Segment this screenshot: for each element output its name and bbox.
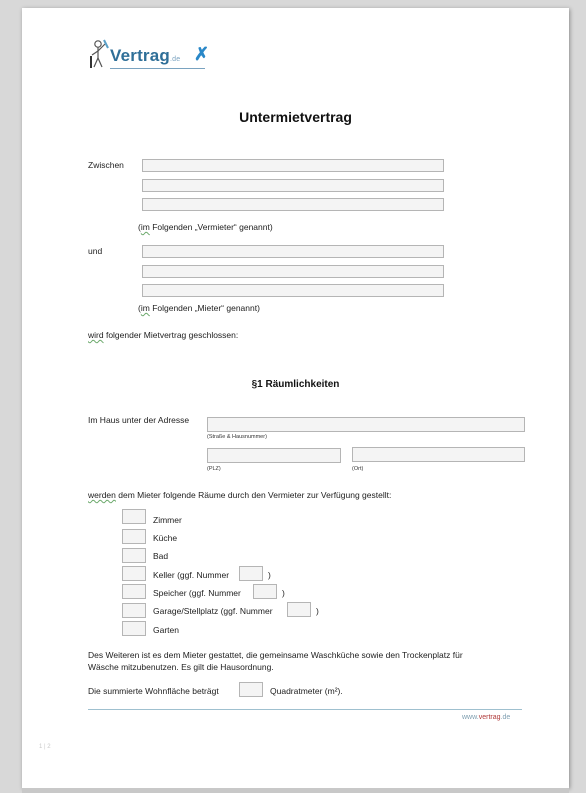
writer-figure-icon [88, 38, 110, 70]
contract-intro: wird folgender Mietvertrag geschlossen: [88, 330, 239, 340]
room-checkbox-bad[interactable] [122, 548, 146, 563]
ort-caption: (Ort) [352, 466, 364, 472]
area-label: Die summierte Wohnfläche beträgt [88, 686, 219, 696]
room-checkbox-speicher[interactable] [122, 584, 146, 599]
document-title: Untermietvertrag [239, 109, 352, 125]
logo-name: Vertrag [110, 46, 170, 65]
vermieter-field-2[interactable] [142, 179, 444, 192]
mieter-field-3[interactable] [142, 284, 444, 297]
document-page [22, 8, 569, 788]
vermieter-note: (im Folgenden „Vermieter“ genannt) [138, 222, 273, 232]
pen-x-icon: ✗ [194, 44, 210, 64]
footer-divider [88, 709, 522, 710]
page-number: 1 | 2 [39, 744, 51, 750]
room-checkbox-kueche[interactable] [122, 529, 146, 544]
speicher-close-paren: ) [282, 588, 285, 598]
logo-suffix: .de [170, 56, 181, 63]
mieter-note: (im Folgenden „Mieter“ genannt) [138, 303, 260, 313]
keller-number-field[interactable] [239, 566, 263, 581]
plz-caption: (PLZ) [207, 466, 221, 472]
room-checkbox-keller[interactable] [122, 566, 146, 581]
room-checkbox-garage[interactable] [122, 603, 146, 618]
ort-field[interactable] [352, 447, 525, 462]
room-label-garage: Garage/Stellplatz (ggf. Nummer [153, 606, 273, 616]
room-checkbox-garten[interactable] [122, 621, 146, 636]
plz-field[interactable] [207, 448, 341, 463]
room-checkbox-zimmer[interactable] [122, 509, 146, 524]
room-label-zimmer: Zimmer [153, 515, 182, 525]
room-label-kueche: Küche [153, 533, 178, 543]
mieter-field-1[interactable] [142, 245, 444, 258]
vertrag-logo [88, 38, 218, 76]
zwischen-label: Zwischen [88, 160, 124, 170]
vermieter-field-1[interactable] [142, 159, 444, 172]
street-field[interactable] [207, 417, 525, 432]
speicher-number-field[interactable] [253, 584, 277, 599]
section1-heading: §1 Räumlichkeiten [251, 379, 340, 390]
shared-use-line-1: Des Weiteren ist es dem Mieter gestattet, die gemeinsame Waschküche sowie den Trockenplatz für [88, 650, 463, 660]
area-unit: Quadratmeter (m²). [270, 686, 343, 696]
rooms-intro: werden dem Mieter folgende Räume durch den Vermieter zur Verfügung gestellt: [88, 490, 392, 500]
street-caption: (Straße & Hausnummer) [207, 434, 267, 440]
room-label-speicher: Speicher (ggf. Nummer [153, 588, 241, 598]
und-label: und [88, 246, 103, 256]
mieter-field-2[interactable] [142, 265, 444, 278]
room-label-garten: Garten [153, 625, 179, 635]
footer-url: www.vertrag.de [462, 714, 511, 721]
area-field[interactable] [239, 682, 263, 697]
shared-use-line-2: Wäsche mitzubenutzen. Es gilt die Hausordnung. [88, 662, 274, 672]
garage-number-field[interactable] [287, 602, 311, 617]
page-bottom-edge [22, 788, 569, 793]
address-label: Im Haus unter der Adresse [88, 415, 190, 425]
room-label-keller: Keller (ggf. Nummer [153, 570, 230, 580]
garage-close-paren: ) [316, 606, 319, 616]
logo-underline [110, 68, 205, 69]
keller-close-paren: ) [268, 570, 271, 580]
room-label-bad: Bad [153, 551, 169, 561]
vermieter-field-3[interactable] [142, 198, 444, 211]
